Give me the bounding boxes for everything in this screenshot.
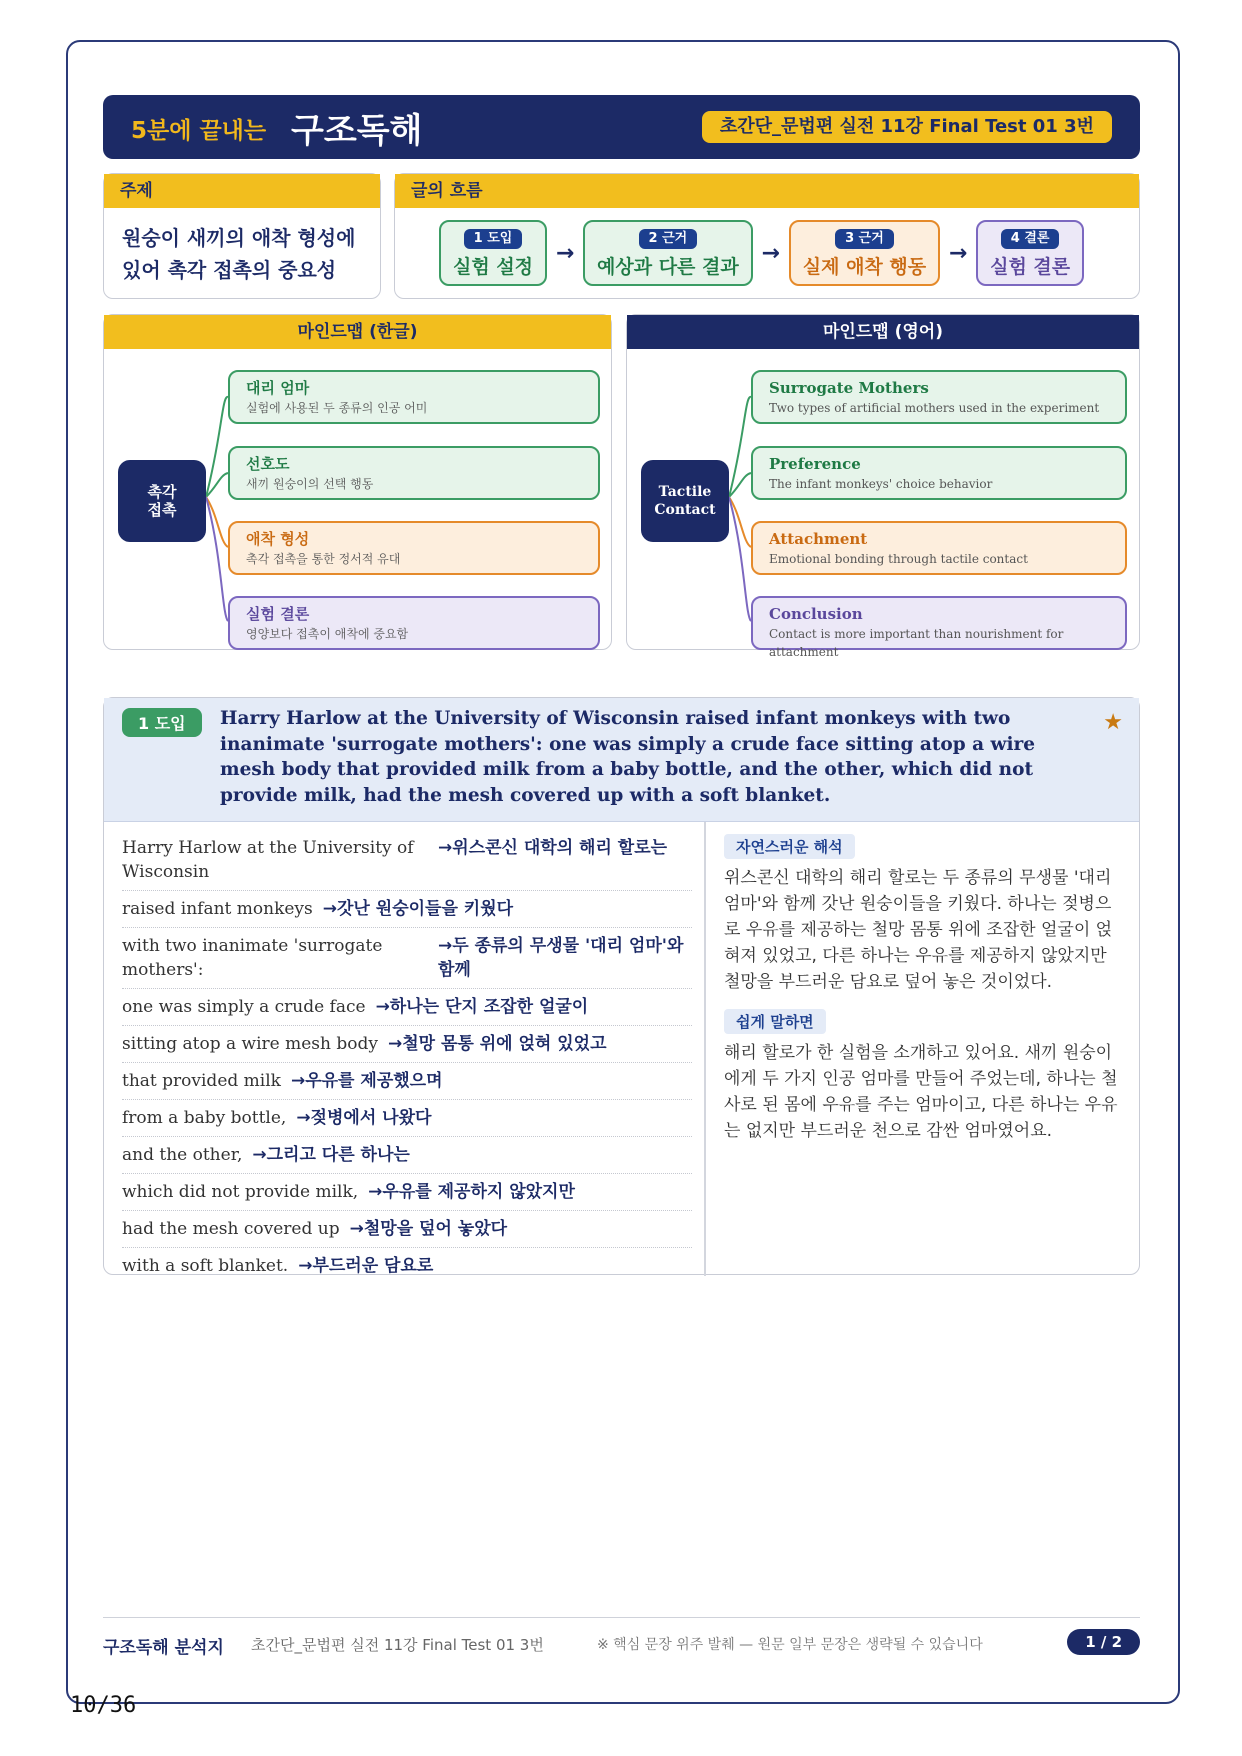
mindmap-en-card [626,314,1140,659]
easy-explanation-text: 해리 할로가 한 실험을 소개하고 있어요. 새끼 원숭이에게 두 가지 인공 엄마를 만들어 주었는데, 하나는 철사로 된 몸에 우유를 주는 엄마이고, 다른 하나는 우유는 없지만 부드러운 천으로 감싼 엄마였어요. [724,1043,1118,1141]
chunk-row [122,989,692,1026]
node-subtitle: 영양보다 접촉이 애착에 중요함 [246,627,409,641]
node-title: Conclusion [769,605,863,623]
node-title: 실험 결론 [246,605,310,623]
mindmap-en-center: Tactile Contact [641,460,729,542]
flow-step-3 [789,220,940,286]
flow-step-label: 실제 애착 행동 [802,256,927,278]
chunk-row [122,1137,692,1174]
footer-divider [103,1617,1140,1618]
chunk-english: that provided milk [122,1071,281,1091]
chunk-korean: →철망을 덮어 놓았다 [349,1219,508,1239]
flow-steps [439,220,1084,286]
chunk-korean: →부드러운 담요로 [298,1256,434,1276]
sentence-text: Harry Harlow at the University of Wisconsin raised infant monkeys with two inanimate 'surrogate mothers': one was simply a crude face sitting atop a wire mesh body that provided milk from a baby bottle, and the other, which did not provide milk, had the mesh covered up with a soft blanket. [220,708,1036,806]
chunk-korean: →젖병에서 나왔다 [296,1108,432,1128]
chunk-korean: →갓난 원숭이들을 키웠다 [322,899,514,919]
node-subtitle: 새끼 원숭이의 선택 행동 [246,477,374,491]
chunk-english: sitting atop a wire mesh body [122,1034,378,1054]
natural-translation-text: 위스콘신 대학의 해리 할로는 두 종류의 무생물 '대리 엄마'와 함께 갓난 원숭이들을 키웠다. 하나는 젖병으로 우유를 제공하는 철망 몸통 위에 조잡한 얼굴이 얹혀져 있었고, 다른 하나는 우유를 제공하지 않았지만 철망을 부드러운 담요로 덮어 놓은 것이었다. [724,868,1113,992]
page-counter: 10/36 [70,1693,137,1718]
chunk-row [122,1174,692,1211]
node-subtitle: 촉각 접촉을 통한 정서적 유대 [246,552,401,566]
chunk-korean: →철망 몸통 위에 얹혀 있었고 [387,1034,607,1054]
chunk-english: and the other, [122,1145,243,1165]
chunk-english: with two inanimate 'surrogate mothers': [122,936,383,980]
flow-step-label: 실험 결론 [990,256,1071,278]
star-icon: ★ [1103,710,1123,735]
footer-note: ※ 핵심 문장 위주 발췌 — 원문 일부 문장은 생략될 수 있습니다 [597,1637,983,1653]
flow-step-badge: 1 도입 [464,229,523,249]
mindmap-ko-heading: 마인드맵 (한글) [104,315,611,349]
chunk-row [122,1063,692,1100]
header-banner [103,95,1140,159]
header-title: 구조독해 [291,111,423,151]
natural-translation-label: 자연스러운 해석 [724,834,855,859]
mindmap-en-node [751,446,1127,500]
node-subtitle: Contact is more important than nourishment for attachment [769,627,1064,659]
topic-card [103,173,381,299]
topic-heading: 주제 [104,174,380,208]
flow-step-2 [583,220,753,286]
flow-heading: 글의 흐름 [395,174,1139,208]
flow-step-1 [439,220,547,286]
flow-step-badge: 2 근거 [639,229,698,249]
chunk-english: one was simply a crude face [122,997,366,1017]
chunk-row [122,1211,692,1248]
chunk-row [122,1248,692,1284]
node-subtitle: Two types of artificial mothers used in the experiment [769,401,1100,415]
column-divider [704,822,706,1276]
chunk-english: raised infant monkeys [122,899,313,919]
mindmap-en-node [751,521,1127,575]
chunk-english: which did not provide milk, [122,1182,359,1202]
chunk-english: with a soft blanket. [122,1256,289,1276]
sentence-badge: 1 도입 [122,708,202,737]
mindmap-ko-node [228,370,600,424]
node-subtitle: Emotional bonding through tactile contact [769,552,1028,566]
chunk-korean: →그리고 다른 하나는 [252,1145,410,1165]
node-title: 애착 형성 [246,530,310,548]
footer-brand: 구조독해 분석지 [103,1638,224,1658]
chunk-korean: →우유를 제공하지 않았지만 [368,1182,575,1202]
mindmap-en-node [751,596,1127,659]
footer-source: 초간단_문법편 실전 11강 Final Test 01 3번 [251,1636,544,1654]
chunk-row [122,1026,692,1063]
chunk-korean: →위스콘신 대학의 해리 할로는 [438,838,668,858]
node-subtitle: 실험에 사용된 두 종류의 인공 어미 [246,401,428,415]
node-title: 대리 엄마 [246,379,310,397]
lesson-tag: 초간단_문법편 실전 11강 Final Test 01 3번 [702,111,1112,143]
node-subtitle: The infant monkeys' choice behavior [769,477,993,491]
mindmap-ko-node [228,596,600,650]
mindmap-ko-center: 촉각 접촉 [118,460,206,542]
header-kicker: 5분에 끝내는 [131,118,267,144]
mindmap-ko-card [103,314,612,650]
chunk-row [122,830,692,891]
explanation-panel [724,834,1124,1158]
chunk-korean: →하나는 단지 조잡한 얼굴이 [375,997,589,1017]
chunk-english: Harry Harlow at the University of Wisconsin [122,838,414,882]
topic-text: 원숭이 새끼의 애착 형성에 있어 촉각 접촉의 중요성 [122,226,356,282]
chunk-row [122,1100,692,1137]
chunk-english: had the mesh covered up [122,1219,340,1239]
node-title: Preference [769,455,861,473]
node-title: 선호도 [246,455,290,473]
mindmap-ko-node [228,521,600,575]
sentence-header [104,698,1139,822]
chunk-english: from a baby bottle, [122,1108,287,1128]
sentence-analysis-card [103,697,1140,1275]
arrow-right-icon: → [555,240,575,266]
chunk-list [122,830,692,1284]
page-indicator: 1 / 2 [1067,1629,1140,1655]
chunk-row [122,928,692,989]
easy-explanation-label: 쉽게 말하면 [724,1009,826,1034]
flow-step-label: 실험 설정 [453,256,534,278]
flow-card [394,173,1140,299]
footer [103,1629,1140,1659]
flow-step-4 [976,220,1084,286]
arrow-right-icon: → [761,240,780,266]
chunk-row [122,891,692,928]
flow-step-badge: 4 결론 [1001,229,1060,249]
chunk-korean: →우유를 제공했으며 [290,1071,443,1091]
flow-step-label: 예상과 다른 결과 [597,256,739,278]
mindmap-en-node [751,370,1127,424]
arrow-right-icon: → [948,240,968,266]
node-title: Surrogate Mothers [769,379,929,397]
node-title: Attachment [769,530,868,548]
flow-step-badge: 3 근거 [835,229,894,249]
mindmap-ko-node [228,446,600,500]
mindmap-en-heading: 마인드맵 (영어) [627,315,1139,349]
chunk-korean: →두 종류의 무생물 '대리 엄마'와 함께 [438,936,684,980]
